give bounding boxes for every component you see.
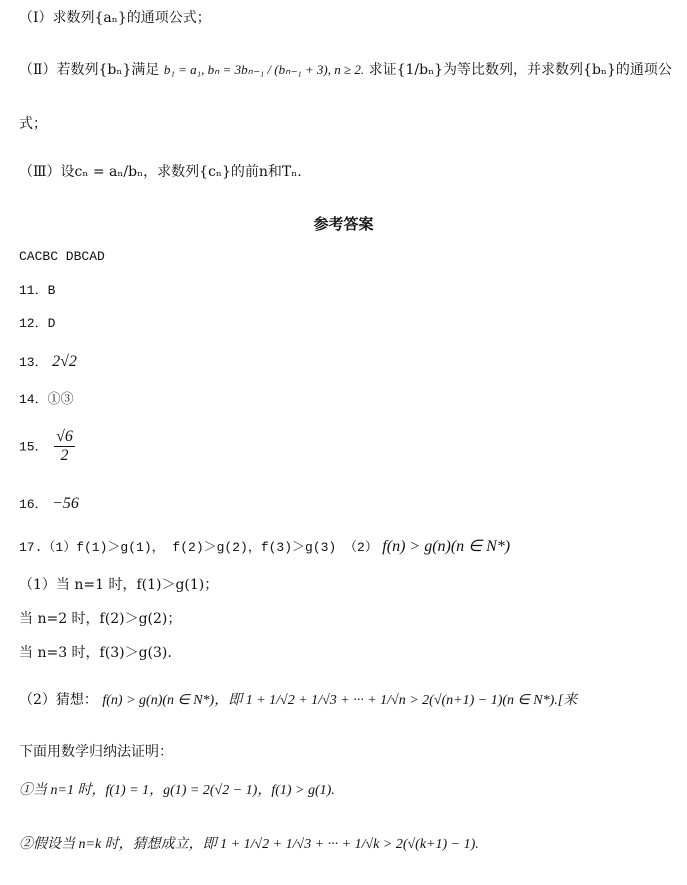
proof-line-3: 当 n=3 时，f(3)＞g(3). [19, 645, 172, 661]
answer-17-text: 17.（1）f(1)＞g(1)， f(2)＞g(2)，f(3)＞g(3) （2） [19, 540, 378, 555]
proof-line-6: ①当 n=1 时，f(1) = 1，g(1) = 2(√2 − 1)，f(1) > g(1). [19, 783, 335, 798]
answer-16-value: −56 [52, 495, 79, 512]
answer-15-numerator: √6 [56, 428, 73, 445]
question-1: （Ⅰ）求数列{aₙ}的通项公式； [19, 10, 211, 26]
question-2 [19, 60, 672, 80]
answer-13-label: 13． [19, 355, 48, 370]
answer-13 [19, 352, 77, 373]
answer-16 [19, 494, 79, 515]
answer-12: 12．D [19, 316, 56, 331]
question-3: （Ⅲ）设cₙ = aₙ/bₙ，求数列{cₙ}的前n和Tₙ. [19, 164, 302, 180]
answer-mc: CACBC DBCAD [19, 249, 105, 264]
q2-continuation: 式； [19, 116, 47, 132]
q2-condition: b₁ = a₁, bₙ = 3bₙ₋₁ / (bₙ₋₁ + 3), n ≥ 2. [163, 62, 365, 77]
proof-line-5: 下面用数学归纳法证明： [19, 744, 173, 760]
answer-11: 11．B [19, 283, 56, 298]
answer-15-denominator: 2 [60, 447, 69, 464]
proof-line-4-label: （2）猜想： [19, 692, 98, 708]
proof-line-4-formula: f(n) > g(n)(n ∈ N*)，即 1 + 1/√2 + 1/√3 + ··· + 1/√n > 2(√(n+1) − 1)(n ∈ N*).[来 [102, 693, 578, 708]
proof-line-4 [19, 690, 577, 711]
answer-13-value: 2√2 [52, 353, 77, 370]
answers-heading: 参考答案 [313, 215, 374, 233]
answer-15-label: 15． [19, 439, 48, 455]
proof-line-7: ②假设当 n=k 时，猜想成立，即 1 + 1/√2 + 1/√3 + ··· + 1/√k > 2(√(k+1) − 1). [19, 837, 479, 852]
answer-16-label: 16． [19, 497, 48, 512]
answer-17-formula: f(n) > g(n)(n ∈ N*) [382, 538, 511, 555]
proof-line-1: （1）当 n=1 时，f(1)＞g(1)； [19, 577, 219, 593]
proof-line-2: 当 n=2 时，f(2)＞g(2)； [19, 611, 182, 627]
answer-14: 14．①③ [19, 392, 74, 407]
q2-text-a: （Ⅱ）若数列{bₙ}满足 [19, 62, 160, 78]
answer-15 [19, 428, 77, 465]
q2-text-b: 求证{1/bₙ}为等比数列，并求数列{bₙ}的通项公 [368, 62, 672, 78]
answer-17 [19, 537, 510, 558]
